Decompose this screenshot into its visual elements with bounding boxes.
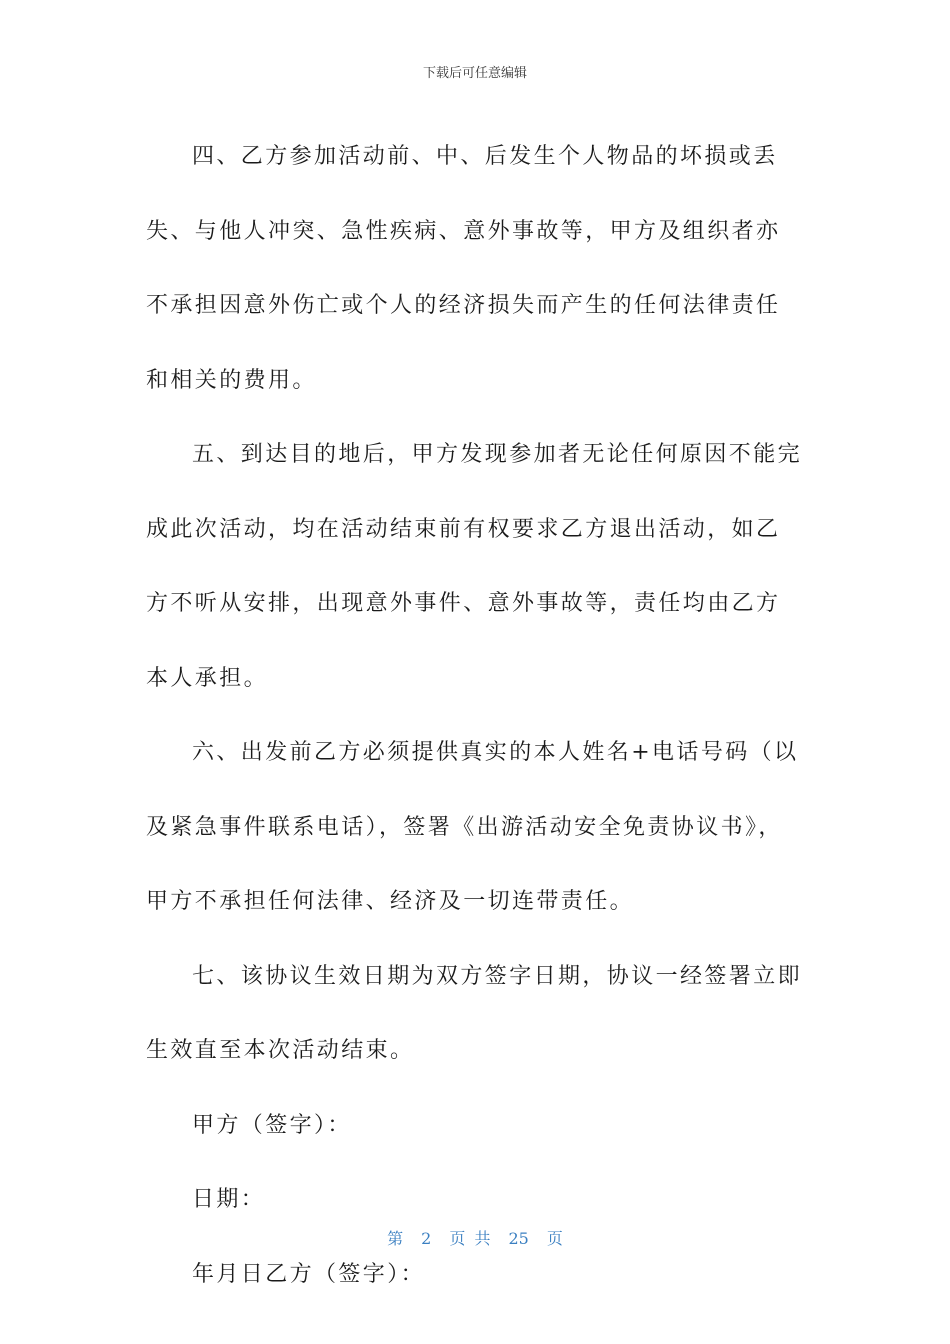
total-page-count: 25 — [508, 1229, 529, 1248]
footer-suffix: 页 — [546, 1229, 563, 1248]
party-a-signature-line: 甲方（签字）： — [192, 1112, 352, 1138]
page-footer — [0, 1229, 950, 1249]
clause-six: 六、出发前乙方必须提供真实的本人姓名+电话号码（以及紧急事件联系电话），签署《出游活动安全免责协议书》，甲方不承担任何法律、经济及一切连带责任。 — [146, 740, 799, 914]
footer-prefix: 第 — [387, 1229, 404, 1248]
current-page-number: 2 — [421, 1229, 432, 1248]
page-header: 下载后可任意编辑 — [422, 66, 527, 81]
document-body — [146, 120, 804, 1312]
clause-five: 五、到达目的地后，甲方发现参加者无论任何原因不能完成此次活动，均在活动结束前有权要求乙方退出活动，如乙方不听从安排，出现意外事件、意外事故等，责任均由乙方本人承担。 — [146, 442, 803, 691]
footer-middle: 页 共 — [449, 1229, 491, 1248]
date-line: 日期： — [192, 1187, 266, 1212]
clause-seven: 七、该协议生效日期为双方签字日期，协议一经签署立即生效直至本次活动结束。 — [146, 963, 803, 1063]
party-b-signature-line: 年月日乙方（签字）： — [192, 1261, 426, 1287]
clause-four: 四、乙方参加活动前、中、后发生个人物品的坏损或丢失、与他人冲突、急性疾病、意外事故等，甲方及组织者亦不承担因意外伤亡或个人的经济损失而产生的任何法律责任和相关的费用。 — [146, 144, 781, 393]
